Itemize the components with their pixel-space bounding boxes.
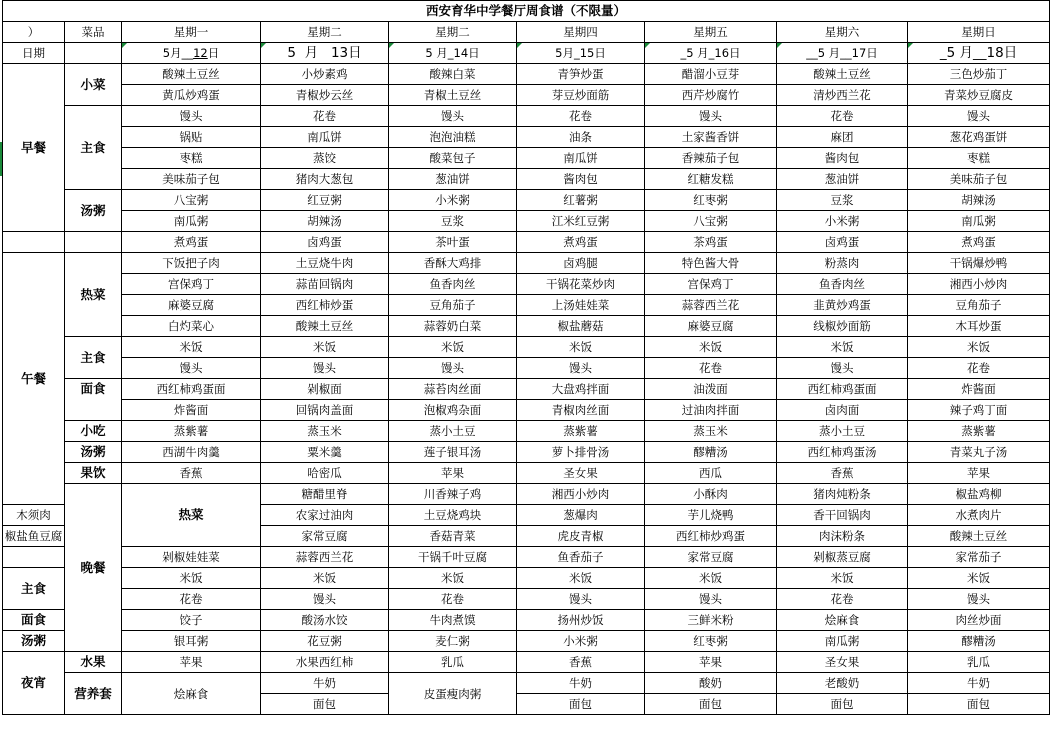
dish-day-6: 粉蒸肉	[777, 253, 908, 274]
date-cell-4: 5月_15日	[517, 43, 645, 64]
dish-day-4: 卤鸡腿	[517, 253, 645, 274]
lunch-row	[3, 463, 1050, 484]
dish-day-7: 牛奶	[908, 673, 1050, 694]
dish-day-4: 青椒肉丝面	[517, 400, 645, 421]
dish-day-3: 蒜蓉奶白菜	[389, 316, 517, 337]
dish-day-7: 葱花鸡蛋饼	[908, 127, 1050, 148]
dish-day-4: 酱肉包	[517, 169, 645, 190]
dish-day-3: 香酥大鸡排	[389, 253, 517, 274]
category-mianshi: 面食	[3, 610, 65, 631]
dish-day-2: 花卷	[261, 106, 389, 127]
meal-night: 夜宵	[3, 652, 65, 715]
dish-day-3: 青椒土豆丝	[389, 85, 517, 106]
dish-day-1: 下饭把子肉	[122, 253, 261, 274]
dish-day-6: 卤鸡蛋	[777, 232, 908, 253]
dish-day-4: 小酥肉	[645, 484, 777, 505]
dish-day-2: 牛奶	[261, 673, 389, 694]
dish-day-7: 苹果	[908, 463, 1050, 484]
dish-day-5: 馒头	[645, 106, 777, 127]
dish-day-5: 特色酱大骨	[645, 253, 777, 274]
dish-day-4: 大盘鸡拌面	[517, 379, 645, 400]
dish-day-1: 糖醋里脊	[261, 484, 389, 505]
dish-day-6: 剁椒蒸豆腐	[777, 547, 908, 568]
dish-day-4: 馒头	[517, 358, 645, 379]
dish-day-7: 米饭	[908, 568, 1050, 589]
night-row	[3, 652, 1050, 673]
dish-day-2: 西红柿炒蛋	[261, 295, 389, 316]
dish-day-1: 麻婆豆腐	[122, 295, 261, 316]
dish-day-2: 剁椒面	[261, 379, 389, 400]
breakfast-row	[3, 148, 1050, 169]
dish-day-5: 醪糟汤	[645, 442, 777, 463]
dish-day-2: 蒸玉米	[261, 421, 389, 442]
dish-day-6: 烩麻食	[777, 610, 908, 631]
date-cell-7: _5 月__18日	[908, 43, 1050, 64]
dish-day-2: 水果西红柿	[261, 652, 389, 673]
dish-day-7: 胡辣汤	[908, 190, 1050, 211]
category-recai: 热菜	[65, 253, 122, 337]
dish-day-2: 川香辣子鸡	[389, 484, 517, 505]
dish-header: 菜品	[65, 22, 122, 43]
dish-day-6: 老酸奶	[777, 673, 908, 694]
dish-day-7: 湘西小炒肉	[908, 274, 1050, 295]
dish-day-7: 面包	[908, 694, 1050, 715]
blank-cell	[65, 232, 122, 253]
dish-day-7: 南瓜粥	[908, 211, 1050, 232]
dish-day-4: 小米粥	[517, 631, 645, 652]
dish-day-3: 鱼香肉丝	[389, 274, 517, 295]
lunch-row	[3, 295, 1050, 316]
dish-day-5: 猪肉炖粉条	[777, 484, 908, 505]
dish-day-3: 蒜苔肉丝面	[389, 379, 517, 400]
meal-dinner: 晚餐	[65, 484, 122, 652]
day-header-3: 星期二	[389, 22, 517, 43]
dish-day-7: 辣子鸡丁面	[908, 400, 1050, 421]
dish-day-1: 锅贴	[122, 127, 261, 148]
dish-day-5: 米饭	[645, 568, 777, 589]
dish-day-2: 哈密瓜	[261, 463, 389, 484]
dish-day-1: 枣糕	[122, 148, 261, 169]
category-recai: 热菜	[122, 484, 261, 547]
lunch-row	[3, 442, 1050, 463]
dish-day-2: 花豆粥	[261, 631, 389, 652]
dish-day-3: 皮蛋瘦肉粥	[389, 673, 517, 715]
dish-day-7: 醪糟汤	[908, 631, 1050, 652]
date-blank	[65, 43, 122, 64]
dish-day-7: 美味茄子包	[908, 169, 1050, 190]
dish-day-4: 蒸紫薯	[517, 421, 645, 442]
dish-day-1: 西红柿鸡蛋面	[122, 379, 261, 400]
dish-day-1: 蒸紫薯	[122, 421, 261, 442]
date-cell-3: 5 月_14日	[389, 43, 517, 64]
dish-day-4: 煮鸡蛋	[517, 232, 645, 253]
dinner-row	[3, 484, 1050, 505]
dish-day-3: 湘西小炒肉	[517, 484, 645, 505]
dish-day-7: 乳瓜	[908, 652, 1050, 673]
dish-day-4: 扬州炒饭	[517, 610, 645, 631]
dish-day-6: 豆浆	[777, 190, 908, 211]
category-xiaochi: 小吃	[65, 421, 122, 442]
dish-day-3: 莲子银耳汤	[389, 442, 517, 463]
dish-day-2: 胡辣汤	[261, 211, 389, 232]
dish-day-3: 馒头	[389, 106, 517, 127]
dinner-row	[3, 547, 1050, 568]
dish-day-6: 小米粥	[777, 211, 908, 232]
dish-day-6: 线椒炒面筋	[777, 316, 908, 337]
dish-day-5: 红枣粥	[645, 190, 777, 211]
dish-day-6: 卤肉面	[777, 400, 908, 421]
dish-day-7: 酸辣土豆丝	[908, 526, 1050, 547]
dish-day-5: 馒头	[645, 589, 777, 610]
dish-day-3: 苹果	[389, 463, 517, 484]
dish-day-5: 三鲜米粉	[645, 610, 777, 631]
dish-day-5: 宫保鸡丁	[645, 274, 777, 295]
category-tangzhou: 汤粥	[3, 631, 65, 652]
breakfast-row	[3, 85, 1050, 106]
dish-day-6: 花卷	[777, 589, 908, 610]
dish-day-7: 花卷	[908, 358, 1050, 379]
dish-day-3: 蒸小土豆	[389, 421, 517, 442]
dish-day-6: 花卷	[777, 106, 908, 127]
dish-day-1: 八宝粥	[122, 190, 261, 211]
dish-day-6: 蒸小土豆	[777, 421, 908, 442]
dish-day-4: 南瓜饼	[517, 148, 645, 169]
dish-day-6: 馒头	[777, 358, 908, 379]
header-row	[3, 22, 1050, 43]
category-zhushi: 主食	[3, 568, 65, 610]
day-header-4: 星期四	[517, 22, 645, 43]
dish-day-3: 干锅千叶豆腐	[389, 547, 517, 568]
dish-day-5: 米饭	[645, 337, 777, 358]
dish-day-5: 红糖发糕	[645, 169, 777, 190]
dish-day-2: 酸汤水饺	[261, 610, 389, 631]
dish-day-7: 煮鸡蛋	[908, 232, 1050, 253]
day-header-7: 星期日	[908, 22, 1050, 43]
lunch-row	[3, 400, 1050, 421]
dish-day-6: 圣女果	[777, 652, 908, 673]
dish-day-7: 蒸紫薯	[908, 421, 1050, 442]
dish-day-3: 花卷	[389, 589, 517, 610]
meal-breakfast: 早餐	[3, 64, 65, 232]
dish-day-4: 鱼香茄子	[517, 547, 645, 568]
dish-day-2: 蒜苗回锅肉	[261, 274, 389, 295]
dish-day-2: 米饭	[261, 337, 389, 358]
dish-day-1: 饺子	[122, 610, 261, 631]
dish-day-1: 烩麻食	[122, 673, 261, 715]
corner-cell: ）	[3, 22, 65, 43]
date-cell-2: 5 月 13日	[261, 43, 389, 64]
breakfast-row	[3, 127, 1050, 148]
row-selection-marker	[0, 142, 2, 176]
dish-day-4: 萝卜排骨汤	[517, 442, 645, 463]
category-zhushi: 主食	[65, 337, 122, 379]
dish-day-1: 南瓜粥	[122, 211, 261, 232]
day-header-6: 星期六	[777, 22, 908, 43]
dish-day-6: 椒盐鸡柳	[908, 484, 1050, 505]
dish-day-6: 韭黄炒鸡蛋	[777, 295, 908, 316]
dish-day-5: 八宝粥	[645, 211, 777, 232]
dish-day-2: 家常豆腐	[261, 526, 389, 547]
dish-day-5: 香辣茄子包	[645, 148, 777, 169]
dish-day-2: 猪肉大葱包	[261, 169, 389, 190]
dish-day-4: 油条	[517, 127, 645, 148]
dish-day-6: 面包	[777, 694, 908, 715]
dish-day-2: 蒜蓉西兰花	[261, 547, 389, 568]
dish-day-3: 茶叶蛋	[389, 232, 517, 253]
dish-day-7: 肉丝炒面	[908, 610, 1050, 631]
dish-day-6: 肉沫粉条	[777, 526, 908, 547]
dish-day-4: 虎皮青椒	[517, 526, 645, 547]
dish-day-4: 干锅花菜炒肉	[517, 274, 645, 295]
dish-day-4: 牛奶	[517, 673, 645, 694]
breakfast-row	[3, 169, 1050, 190]
day-header-2: 星期二	[261, 22, 389, 43]
date-cell-6: __5 月__17日	[777, 43, 908, 64]
dish-day-5: 西芹炒腐竹	[645, 85, 777, 106]
dish-day-2: 南瓜饼	[261, 127, 389, 148]
egg-row	[3, 232, 1050, 253]
breakfast-row	[3, 64, 1050, 85]
dish-day-1: 美味茄子包	[122, 169, 261, 190]
dish-day-1: 西湖牛肉羹	[122, 442, 261, 463]
dish-day-5: 过油肉拌面	[645, 400, 777, 421]
dish-day-4: 红薯粥	[517, 190, 645, 211]
dish-day-4: 芽豆炒面筋	[517, 85, 645, 106]
title-row	[3, 1, 1050, 22]
dish-day-3: 牛肉煮馍	[389, 610, 517, 631]
category-zhushi: 主食	[65, 106, 122, 190]
dish-day-4: 米饭	[517, 337, 645, 358]
category-mianshi: 面食	[65, 379, 122, 400]
dish-day-1: 剁椒娃娃菜	[122, 547, 261, 568]
meal-lunch: 午餐	[3, 253, 65, 505]
lunch-row	[3, 316, 1050, 337]
page-title: 西安育华中学餐厅周食谱（不限量）	[3, 1, 1050, 22]
dish-day-6: 米饭	[777, 337, 908, 358]
dish-day-6: 葱油饼	[777, 169, 908, 190]
dish-day-5: 苹果	[645, 652, 777, 673]
dish-day-6: 香干回锅肉	[777, 505, 908, 526]
dish-day-1: 馒头	[122, 106, 261, 127]
dish-day-4: 馒头	[517, 589, 645, 610]
dish-day-1: 炸酱面	[122, 400, 261, 421]
dish-day-1: 黄瓜炒鸡蛋	[122, 85, 261, 106]
dish-day-2: 粟米羹	[261, 442, 389, 463]
dish-day-7: 馒头	[908, 589, 1050, 610]
dish-day-7: 水煮肉片	[908, 505, 1050, 526]
dish-day-2: 蒸饺	[261, 148, 389, 169]
blank-cell	[65, 400, 122, 421]
dish-day-3: 豆角茄子	[389, 295, 517, 316]
dish-day-5: 西红柿炒鸡蛋	[645, 526, 777, 547]
dish-day-2: 红豆粥	[261, 190, 389, 211]
dish-day-5: 蒸玉米	[645, 421, 777, 442]
dish-day-6: 酱肉包	[777, 148, 908, 169]
dish-day-1: 花卷	[122, 589, 261, 610]
night-row	[3, 673, 1050, 694]
dish-day-5: 醋溜小豆芽	[645, 64, 777, 85]
dish-day-1: 米饭	[122, 568, 261, 589]
dish-day-1: 米饭	[122, 337, 261, 358]
dish-day-1: 椒盐鱼豆腐	[3, 526, 65, 547]
dish-day-5: 油泼面	[645, 379, 777, 400]
dish-day-3: 泡椒鸡杂面	[389, 400, 517, 421]
dish-day-5: 茶鸡蛋	[645, 232, 777, 253]
date-cell-1: 5月__12日	[122, 43, 261, 64]
dish-day-5: 麻婆豆腐	[645, 316, 777, 337]
dish-day-4: 面包	[517, 694, 645, 715]
category-tangzhou: 汤粥	[65, 442, 122, 463]
dish-day-3: 豆浆	[389, 211, 517, 232]
dish-day-3: 香菇青菜	[389, 526, 517, 547]
dish-day-4: 圣女果	[517, 463, 645, 484]
dish-day-5: 蒜蓉西兰花	[645, 295, 777, 316]
day-header-1: 星期一	[122, 22, 261, 43]
dish-day-5: 酸奶	[645, 673, 777, 694]
breakfast-row	[3, 106, 1050, 127]
dish-day-7: 青菜炒豆腐皮	[908, 85, 1050, 106]
dish-day-5: 西瓜	[645, 463, 777, 484]
day-header-5: 星期五	[645, 22, 777, 43]
dish-day-2: 卤鸡蛋	[261, 232, 389, 253]
dish-day-7: 枣糕	[908, 148, 1050, 169]
lunch-row	[3, 421, 1050, 442]
dish-day-4: 香蕉	[517, 652, 645, 673]
dish-day-5: 红枣粥	[645, 631, 777, 652]
category-tangzhou: 汤粥	[65, 190, 122, 232]
category-xiaocai: 小菜	[65, 64, 122, 106]
lunch-row	[3, 379, 1050, 400]
dish-day-7: 三色炒茄丁	[908, 64, 1050, 85]
dish-day-6: 米饭	[777, 568, 908, 589]
dish-day-3: 酸辣白菜	[389, 64, 517, 85]
dish-day-2: 米饭	[261, 568, 389, 589]
dish-day-2: 小炒素鸡	[261, 64, 389, 85]
dish-day-4: 上汤娃娃菜	[517, 295, 645, 316]
date-label: 日期	[3, 43, 65, 64]
dish-day-7: 米饭	[908, 337, 1050, 358]
dish-day-7: 木耳炒蛋	[908, 316, 1050, 337]
dish-day-1: 苹果	[122, 652, 261, 673]
dish-day-4: 椒盐蘑菇	[517, 316, 645, 337]
date-cell-5: _5 月_16日	[645, 43, 777, 64]
lunch-row	[3, 253, 1050, 274]
dish-day-3: 麦仁粥	[389, 631, 517, 652]
dish-day-5: 花卷	[645, 358, 777, 379]
dish-day-7: 青菜丸子汤	[908, 442, 1050, 463]
dish-day-3: 馒头	[389, 358, 517, 379]
dish-day-1: 宫保鸡丁	[122, 274, 261, 295]
dish-day-3: 土豆烧鸡块	[389, 505, 517, 526]
dish-day-3: 米饭	[389, 568, 517, 589]
dish-day-6: 南瓜粥	[777, 631, 908, 652]
dish-day-3: 小米粥	[389, 190, 517, 211]
dish-day-4: 葱爆肉	[517, 505, 645, 526]
dish-day-7: 干锅爆炒鸭	[908, 253, 1050, 274]
weekly-menu-table	[2, 0, 1050, 715]
lunch-row	[3, 274, 1050, 295]
dinner-row	[3, 610, 1050, 631]
dish-day-2: 馒头	[261, 589, 389, 610]
dish-day-6: 麻团	[777, 127, 908, 148]
dish-day-7: 馒头	[908, 106, 1050, 127]
dish-day-2: 面包	[261, 694, 389, 715]
dish-day-2: 回锅肉盖面	[261, 400, 389, 421]
dish-day-3: 酸菜包子	[389, 148, 517, 169]
dish-day-5: 土家酱香饼	[645, 127, 777, 148]
category-shuiguo: 水果	[65, 652, 122, 673]
dish-day-2: 土豆烧牛肉	[261, 253, 389, 274]
dinner-row	[3, 568, 1050, 589]
dish-day-6: 西红柿鸡蛋面	[777, 379, 908, 400]
dish-day-2: 酸辣土豆丝	[261, 316, 389, 337]
category-yingyang: 营养套	[65, 673, 122, 715]
dish-day-1: 香蕉	[122, 463, 261, 484]
dish-day-7: 家常茄子	[908, 547, 1050, 568]
dinner-row	[3, 631, 1050, 652]
dish-day-6: 清炒西兰花	[777, 85, 908, 106]
breakfast-row	[3, 190, 1050, 211]
dish-day-4: 花卷	[517, 106, 645, 127]
dish-day-2: 农家过油肉	[261, 505, 389, 526]
dish-day-4: 青笋炒蛋	[517, 64, 645, 85]
dinner-row	[3, 589, 1050, 610]
dish-day-5: 芋儿烧鸭	[645, 505, 777, 526]
dish-day-3: 米饭	[389, 337, 517, 358]
dish-day-1: 木须肉	[3, 505, 65, 526]
dish-day-5: 家常豆腐	[645, 547, 777, 568]
dish-day-1: 银耳粥	[122, 631, 261, 652]
dish-day-2: 青椒炒云丝	[261, 85, 389, 106]
date-row	[3, 43, 1050, 64]
dish-day-7: 炸酱面	[908, 379, 1050, 400]
dish-day-2: 馒头	[261, 358, 389, 379]
dish-day-7: 豆角茄子	[908, 295, 1050, 316]
dish-day-6: 鱼香肉丝	[777, 274, 908, 295]
blank-cell	[3, 547, 65, 568]
dish-day-4: 米饭	[517, 568, 645, 589]
dish-day-1: 馒头	[122, 358, 261, 379]
dish-day-4: 江米红豆粥	[517, 211, 645, 232]
dish-day-1: 白灼菜心	[122, 316, 261, 337]
dish-day-1: 酸辣土豆丝	[122, 64, 261, 85]
dish-day-1: 煮鸡蛋	[122, 232, 261, 253]
dish-day-6: 西红柿鸡蛋汤	[777, 442, 908, 463]
breakfast-row	[3, 211, 1050, 232]
dish-day-3: 泡泡油糕	[389, 127, 517, 148]
dish-day-6: 酸辣土豆丝	[777, 64, 908, 85]
category-guoyin: 果饮	[65, 463, 122, 484]
dish-day-6: 香蕉	[777, 463, 908, 484]
dish-day-3: 葱油饼	[389, 169, 517, 190]
dish-day-5: 面包	[645, 694, 777, 715]
dish-day-3: 乳瓜	[389, 652, 517, 673]
lunch-row	[3, 358, 1050, 379]
lunch-row	[3, 337, 1050, 358]
blank-cell	[3, 232, 65, 253]
